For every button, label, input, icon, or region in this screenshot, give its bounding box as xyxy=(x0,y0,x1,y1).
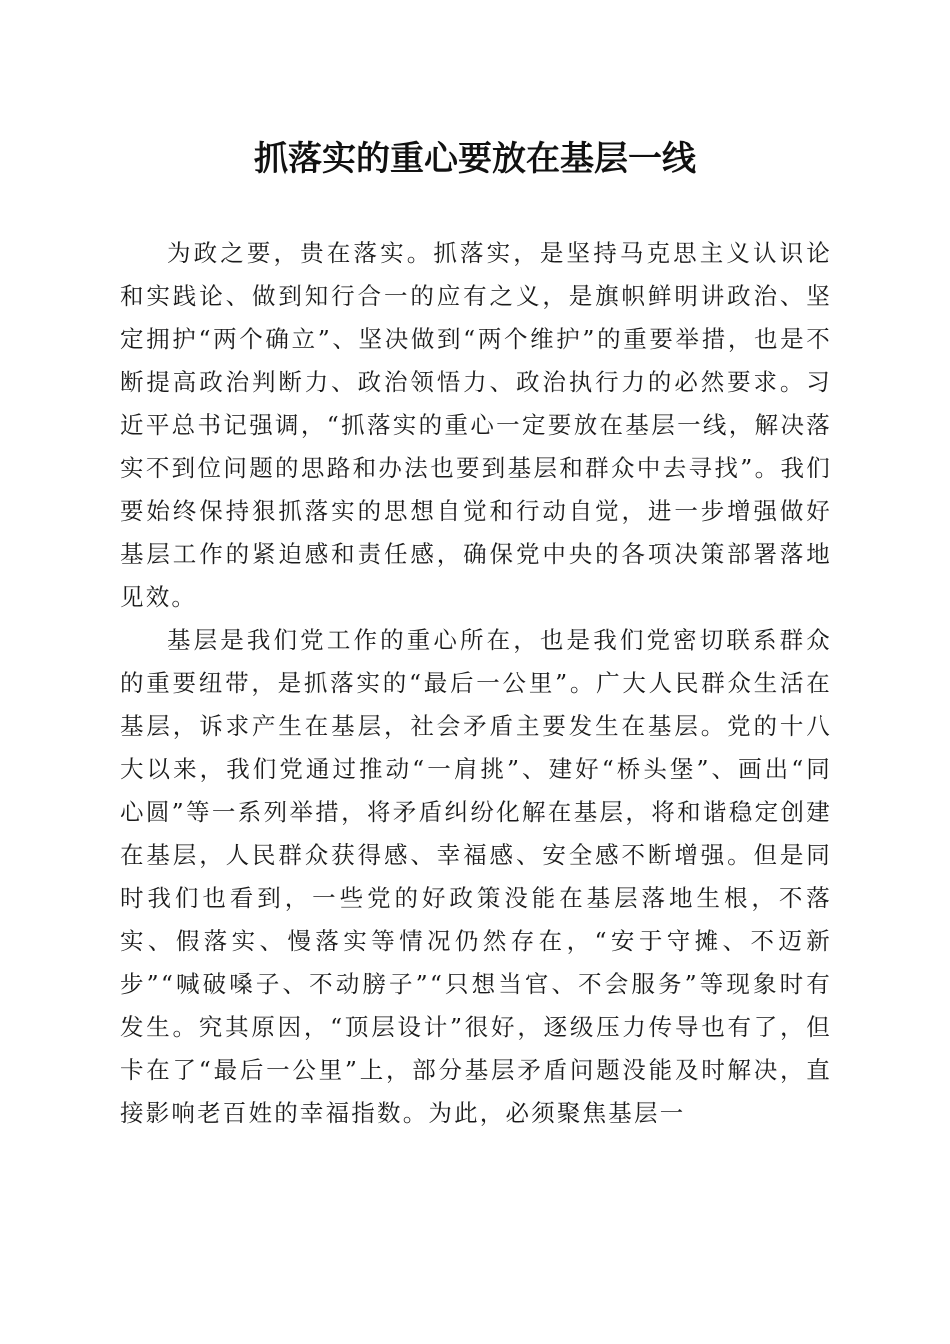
paragraph-2: 基层是我们党工作的重心所在，也是我们党密切联系群众的重要纽带，是抓落实的“最后一公里”。广大人民群众生活在基层，诉求产生在基层，社会矛盾主要发生在基层。党的十八大以来，我们党通过推动“一肩挑”、建好“桥头堡”、画出“同心圆”等一系列举措，将矛盾纠纷化解在基层，将和谐稳定创建在基层，人民群众获得感、幸福感、安全感不断增强。但是同时我们也看到，一些党的好政策没能在基层落地生根，不落实、假落实、慢落实等情况仍然存在，“安于守摊、不迈新步”“喊破嗓子、不动膀子”“只想当官、不会服务”等现象时有发生。究其原因，“顶层设计”很好，逐级压力传导也有了，但卡在了“最后一公里”上，部分基层矛盾问题没能及时解决，直接影响老百姓的幸福指数。为此，必须聚焦基层一 xyxy=(120,626,832,1127)
document-body xyxy=(120,232,832,1135)
document-title: 抓落实的重心要放在基层一线 xyxy=(254,139,696,179)
paragraph-1: 为政之要，贵在落实。抓落实，是坚持马克思主义认识论和实践论、做到知行合一的应有之义，是旗帜鲜明讲政治、坚定拥护“两个确立”、坚决做到“两个维护”的重要举措，也是不断提高政治判断力、政治领悟力、政治执行力的必然要求。习近平总书记强调，“抓落实的重心一定要放在基层一线，解决落实不到位问题的思路和办法也要到基层和群众中去寻找”。我们要始终保持狠抓落实的思想自觉和行动自觉，进一步增强做好基层工作的紧迫感和责任感，确保党中央的各项决策部署落地见效。 xyxy=(120,239,832,611)
